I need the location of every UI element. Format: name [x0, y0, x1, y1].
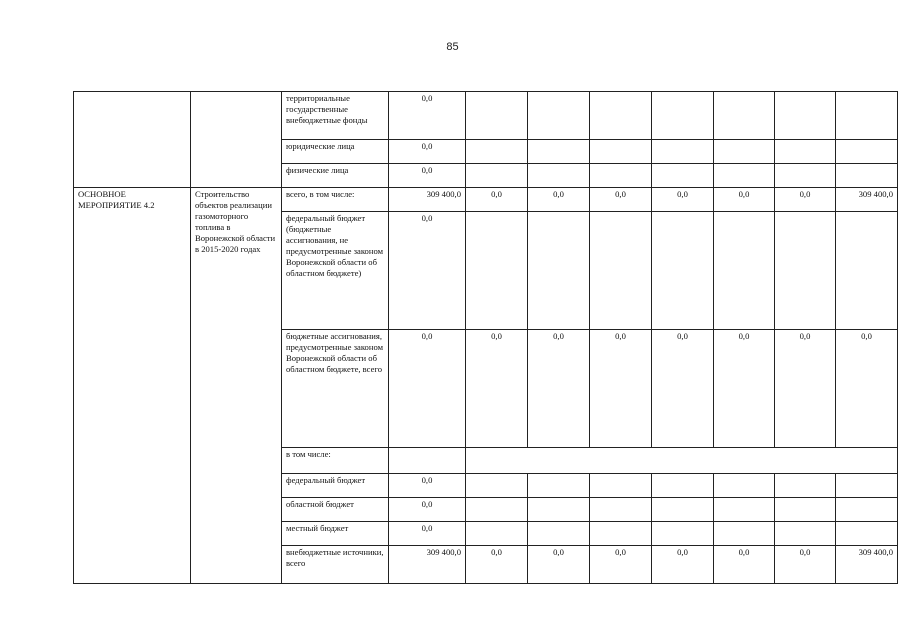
source-cell: областной бюджет	[282, 498, 389, 522]
measure-title-cell-prev	[191, 92, 282, 188]
total-cell: 0,0	[389, 140, 466, 164]
value-cell: 0,0	[389, 498, 466, 522]
table-row	[74, 92, 898, 140]
source-cell: в том числе:	[282, 448, 389, 474]
page-number: 85	[446, 41, 459, 53]
value-cell: 0,0	[389, 212, 466, 330]
value-cell: 309 400,0	[836, 188, 898, 212]
value-cell: 0,0	[466, 546, 528, 584]
total-cell: 0,0	[389, 164, 466, 188]
value-cell: 309 400,0	[389, 546, 466, 584]
source-cell: местный бюджет	[282, 522, 389, 546]
value-cell: 0,0	[528, 546, 590, 584]
value-cell: 309 400,0	[389, 188, 466, 212]
value-cell: 0,0	[389, 522, 466, 546]
value-cell: 0,0	[590, 330, 652, 448]
measure-name: ОСНОВНОЕ МЕРОПРИЯТИЕ 4.2	[74, 188, 191, 584]
value-cell: 0,0	[590, 188, 652, 212]
value-cell: 0,0	[652, 546, 714, 584]
source-cell: бюджетные ассигнования, предусмотренные законом Воронежской области об областном бюджете, всего	[282, 330, 389, 448]
source-cell: всего, в том числе:	[282, 188, 389, 212]
value-cell: 0,0	[775, 330, 836, 448]
value-cell: 0,0	[652, 188, 714, 212]
value-cell: 309 400,0	[836, 546, 898, 584]
value-cell: 0,0	[714, 188, 775, 212]
measure-name-cell-prev	[74, 92, 191, 188]
value-cell: 0,0	[389, 474, 466, 498]
measure-title: Строительство объектов реализации газомоторного топлива в Воронежской области в 2015-2020 годах	[191, 188, 282, 584]
table-row	[74, 188, 898, 212]
budget-table	[73, 91, 898, 584]
value-cell: 0,0	[652, 330, 714, 448]
total-cell: 0,0	[389, 92, 466, 140]
value-cell: 0,0	[590, 546, 652, 584]
source-cell: федеральный бюджет (бюджетные ассигнования, не предусмотренные законом Воронежской области об областном бюджете)	[282, 212, 389, 330]
value-cell: 0,0	[528, 188, 590, 212]
value-cell: 0,0	[389, 330, 466, 448]
value-cell: 0,0	[775, 188, 836, 212]
source-cell: территориальные государственные внебюджетные фонды	[282, 92, 389, 140]
value-cell: 0,0	[466, 188, 528, 212]
value-cell: 0,0	[714, 546, 775, 584]
value-cell: 0,0	[775, 546, 836, 584]
value-cell: 0,0	[714, 330, 775, 448]
value-cell: 0,0	[836, 330, 898, 448]
source-cell: внебюджетные источники, всего	[282, 546, 389, 584]
source-cell: федеральный бюджет	[282, 474, 389, 498]
source-cell: юридические лица	[282, 140, 389, 164]
value-cell: 0,0	[528, 330, 590, 448]
value-cell: 0,0	[466, 330, 528, 448]
source-cell: физические лица	[282, 164, 389, 188]
